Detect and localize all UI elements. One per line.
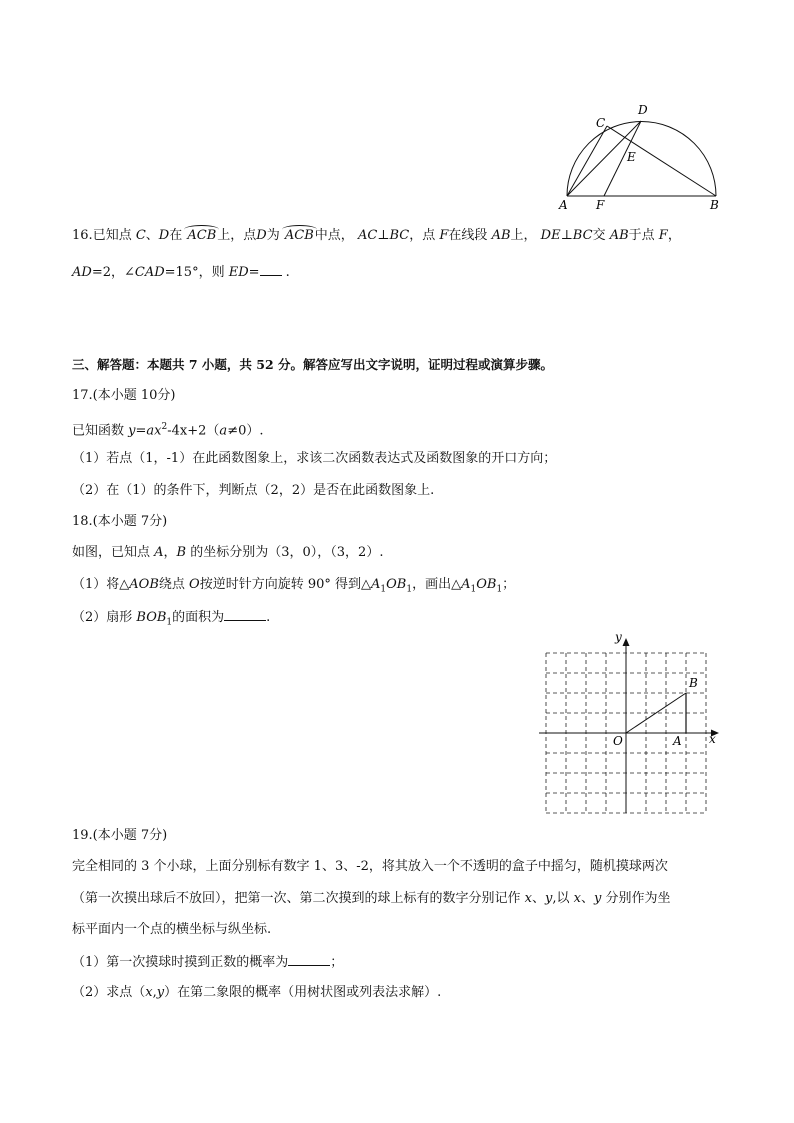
- q17-part2: （2）在（1）的条件下，判断点（2，2）是否在此函数图象上.: [72, 483, 435, 498]
- label-y: y: [615, 630, 622, 644]
- segment-ob: [626, 693, 686, 733]
- q19-part1: （1）第一次摸球时摸到正数的概率为 ；: [72, 955, 344, 970]
- y-axis-arrow: [623, 638, 630, 646]
- label-b: B: [710, 198, 719, 212]
- q16-line1: 16.已知点 C、D在 ACB上，点D为 ACB中点， AC⊥BC，点 F在线段 AB上， DE⊥BC交 AB于点 F，: [72, 228, 681, 243]
- arc-acb: ACB: [187, 228, 217, 243]
- section-3-heading: 三、解答题：本题共 7 小题，共 52 分。解答应写出文字说明，证明过程或演算步骤。: [72, 357, 554, 372]
- q19-part2: （2）求点（x,y）在第二象限的概率（用树状图或列表法求解）.: [72, 985, 442, 1000]
- arc-acb-2: ACB: [284, 228, 314, 243]
- label-a: A: [673, 734, 682, 748]
- label-d: D: [638, 103, 648, 117]
- label-b: B: [689, 676, 698, 690]
- q18-title: 18.(本小题 7分): [72, 514, 168, 529]
- label-x: x: [709, 732, 716, 746]
- q17-stem: 已知函数 $y=ax^2-4x+2(a\ne 0)$.: [72, 422, 264, 439]
- label-o: O: [613, 734, 623, 748]
- label-a: A: [559, 198, 568, 212]
- semicircle-arc: [567, 122, 716, 196]
- label-c: C: [596, 116, 606, 130]
- q19-line2: （第一次摸出球后不放回），把第一次、第二次摸到的球上标有的数字分别记作 x、y,以 x、y 分别作为坐: [72, 891, 671, 906]
- figure-16-semicircle: [555, 100, 735, 215]
- q19-line1: 完全相同的 3 个小球，上面分别标有数字 1、3、-2，将其放入一个不透明的盒子中摇匀，随机摸球两次: [72, 859, 668, 874]
- answer-blank-probability: [288, 953, 330, 966]
- q18-stem: 如图，已知点 A，B 的坐标分别为（3，0），（3，2）.: [72, 545, 384, 560]
- answer-blank-sector-area: [224, 608, 266, 621]
- q18-part2: （2）扇形 $BOB_1$的面积为 .: [72, 610, 271, 628]
- q19-line3: 标平面内一个点的横坐标与纵坐标.: [72, 922, 272, 937]
- segment-cb: [607, 126, 716, 196]
- q17-part1: （1）若点（1，-1）在此函数图象上，求该二次函数表达式及函数图象的开口方向；: [72, 451, 557, 466]
- q17-title: 17.(本小题 10分): [72, 388, 176, 403]
- q18-part1: （1）将△AOB绕点 O按逆时针方向旋转 90° 得到$\triangle A_1OB_1$，画出$\triangle A_1OB_1$；: [72, 577, 516, 595]
- label-f: F: [596, 198, 605, 212]
- figure-18-grid: [535, 628, 725, 818]
- q16-line2: AD=2，∠CAD=15°，则 ED= .: [72, 265, 290, 280]
- q19-title: 19.(本小题 7分): [72, 828, 168, 843]
- answer-blank-ed: [260, 263, 282, 276]
- label-e: E: [627, 150, 636, 164]
- q16-number: 16.: [72, 228, 93, 243]
